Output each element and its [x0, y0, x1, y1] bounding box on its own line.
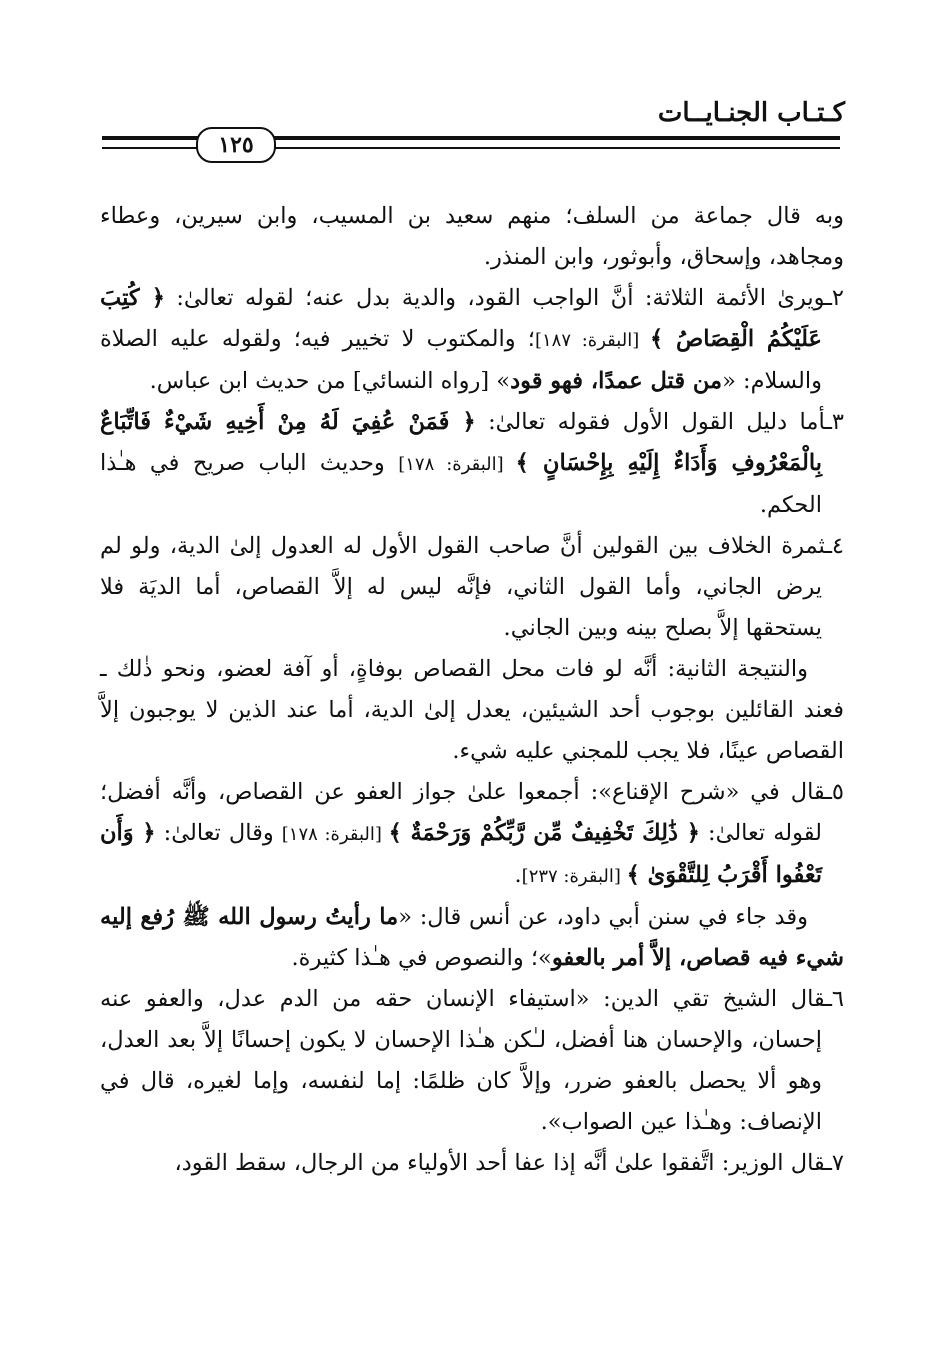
paragraph-number: ٧ـ — [825, 1150, 844, 1176]
paragraph — [100, 897, 844, 979]
text-segment: . — [514, 862, 522, 888]
quran-verse: ﴿ فَمَنْ عُفِيَ لَهُ مِنْ أَخِيهِ شَيْءٌ فَاتِّبَاعٌ بِالْمَعْرُوفِ وَأَدَاءٌ إِلَيْهِ بِإِحْسَانٍ ﴾ — [100, 409, 822, 476]
paragraph-number: ٥ـ — [825, 779, 844, 805]
paragraph — [100, 278, 844, 402]
body-text — [100, 196, 844, 1184]
paragraph — [100, 649, 844, 772]
paragraph-number: ٤ـ — [825, 533, 844, 559]
quran-verse: ﴿ وَأَن تَعْفُوا أَقْرَبُ لِلتَّقْوَىٰ ﴾ — [100, 820, 822, 888]
hadith-text: من قتل عمدًا، فهو قود — [510, 368, 723, 394]
paragraph — [100, 772, 844, 897]
verse-reference: [البقرة: ١٧٨] — [281, 824, 389, 845]
paragraph-number: ٢ـ — [825, 285, 844, 311]
text-segment: ويرىٰ الأئمة الثلاثة: أنَّ الواجب القود، والدية بدل عنه؛ لقوله تعالىٰ: — [164, 285, 826, 311]
paragraph-number: ٦ـ — [825, 986, 844, 1012]
text-segment: أما دليل القول الأول فقوله تعالىٰ: — [475, 409, 826, 435]
text-segment: وبه قال جماعة من السلف؛ منهم سعيد بن المسيب، وابن سيرين، وعطاء ومجاهد، وإسحاق، وأبوثور، وابن المنذر. — [100, 203, 844, 270]
text-segment: قال في «شرح الإقناع»: أجمعوا علىٰ جواز العفو عن القصاص، وأنَّه أفضل؛ لقوله تعالىٰ: — [100, 779, 826, 846]
text-segment: ثمرة الخلاف بين القولين أنَّ صاحب القول الأول له العدول إلىٰ الدية، ولو لم يرض الجاني، وأما القول الثاني، فإنَّه ليس له إلاَّ القصاص، أما الديَة فلا يستحقها إلاَّ بصلح بينه وبين الجاني. — [100, 533, 826, 641]
paragraph — [100, 526, 844, 649]
text-segment: وقد جاء في سنن أبي داود، عن أنس قال: « — [398, 904, 808, 930]
paragraph — [100, 402, 844, 526]
running-header-title: كـتـاب الجنـايــات — [657, 98, 845, 128]
page-number: ١٢٥ — [196, 127, 276, 163]
verse-reference: [البقرة: ١٨٧] — [534, 330, 650, 351]
text-segment: » [رواه النسائي] من حديث ابن عباس. — [149, 368, 511, 394]
paragraph — [100, 1143, 844, 1184]
quran-verse: ﴿ كُتِبَ عَلَيْكُمُ الْقِصَاصُ ﴾ — [100, 285, 822, 352]
paragraph-number: ٣ـ — [825, 409, 844, 435]
text-segment: قال الشيخ تقي الدين: «استيفاء الإنسان حقه من الدم عدل، والعفو عنه إحسان، والإحسان هنا أفضل، لـٰكن هـٰذا الإحسان لا يكون إحسانًا إلاَّ بعد العدل، وهو ألا يحصل بالعفو ضرر، وإلاَّ كان ظلمًا: إما لنفسه، وإما لغيره، قال في الإنصاف: وهـٰذا عين الصواب». — [100, 986, 826, 1135]
text-segment: »؛ والنصوص في هـٰذا كثيرة. — [291, 945, 552, 971]
verse-reference: [البقرة: ١٧٨] — [398, 454, 516, 475]
text-segment: والنتيجة الثانية: أنَّه لو فات محل القصاص بوفاةٍ، أو آفة لعضو، ونحو ذٰلك ـ فعند القائلين بوجوب أحد الشيئين، يعدل إلىٰ الدية، أما عند الذين لا يوجبون إلاَّ القصاص عينًا، فلا يجب للمجني عليه شيء. — [100, 656, 844, 764]
paragraph — [100, 196, 844, 278]
verse-reference: [البقرة: ٢٣٧] — [521, 866, 627, 887]
hadith-text: ما رأيتُ رسول الله ﷺ رُفع إليه شيء فيه قصاص، إلاَّ أمر بالعفو — [100, 904, 844, 971]
text-segment: وحديث الباب صريح في هـٰذا الحكم. — [100, 450, 822, 518]
text-segment: وقال تعالىٰ: — [155, 820, 282, 846]
quran-verse: ﴿ ذَٰلِكَ تَخْفِيفٌ مِّن رَّبِّكُمْ وَرَحْمَةٌ ﴾ — [388, 820, 700, 846]
paragraph — [100, 979, 844, 1143]
text-segment: ؛ والمكتوب لا تخيير فيه؛ ولقوله عليه الصلاة والسلام: « — [100, 326, 822, 394]
text-segment: قال الوزير: اتَّفقوا علىٰ أنَّه إذا عفا أحد الأولياء من الرجال، سقط القود، — [174, 1150, 826, 1176]
